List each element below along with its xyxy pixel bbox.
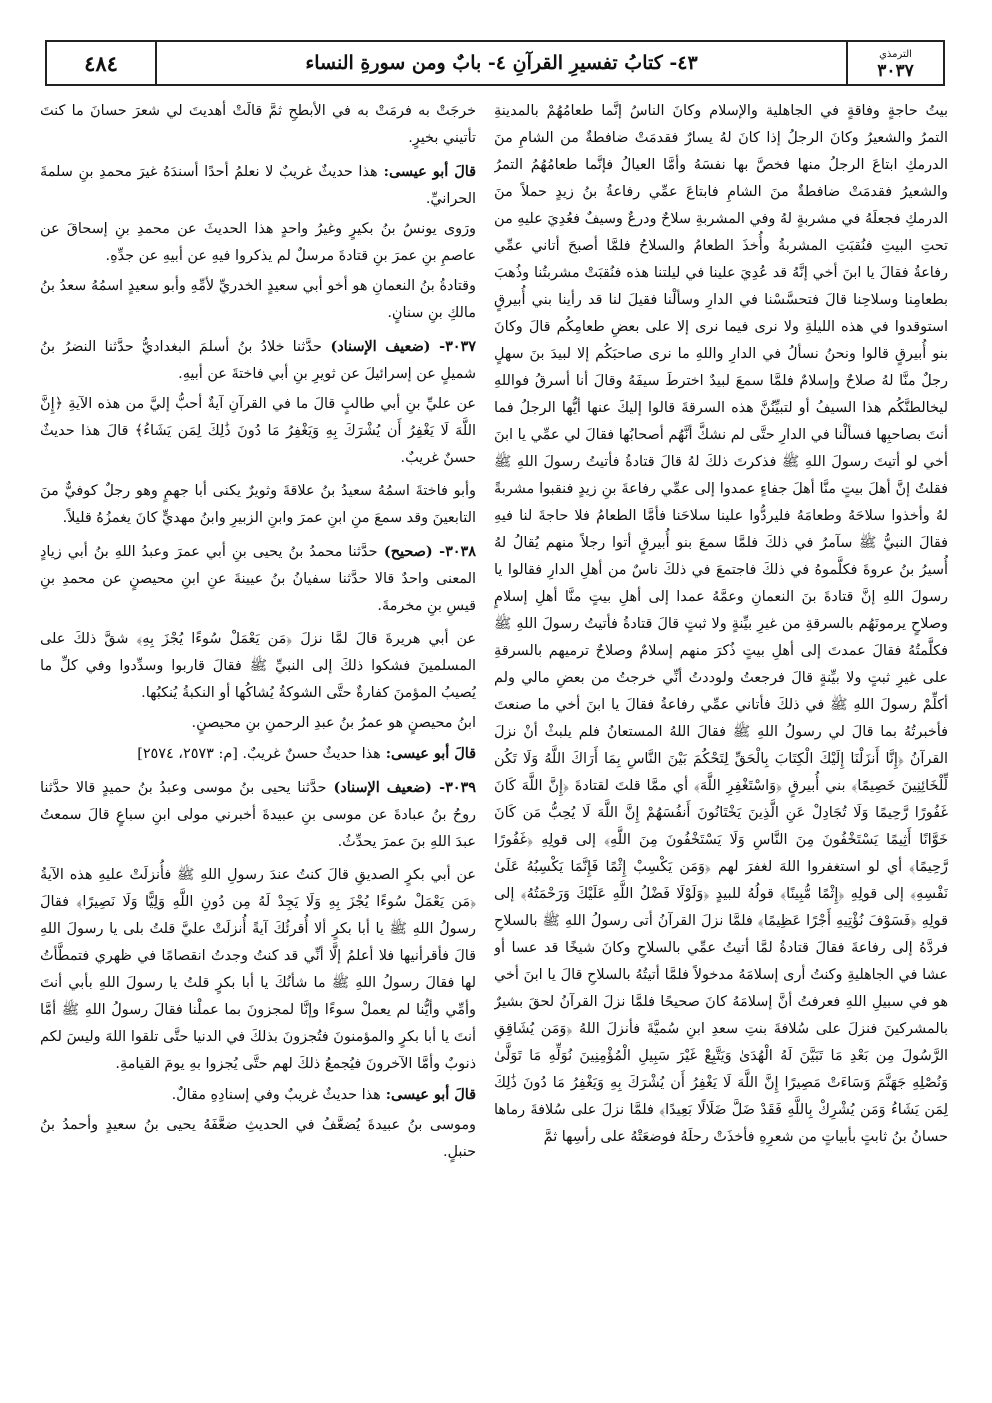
left-paragraph: ورَوى يونسُ بنُ بكيرٍ وغيرُ واحدٍ هذا الحديثَ عن محمدِ بنِ إسحاقَ عن عاصمِ بنِ عمرَ بنِ قتادةَ مرسلٌ لم يذكروا فيهِ عن أبيهِ عن جدِّهِ. — [40, 221, 476, 264]
abu-isa-label: قالَ أبو عيسى: — [380, 1086, 476, 1103]
left-paragraph: قالَ أبو عيسى: هذا حديثٌ غريبٌ وفي إسنادِهِ مقالٌ. — [171, 1086, 476, 1103]
hadith-number-label: ٣٠٣٧- (ضعيف الإسناد) — [321, 338, 476, 355]
left-text-column — [40, 98, 476, 1388]
hadith-number-label: ٣٠٣٨- (صحيح) — [377, 543, 476, 560]
left-paragraph: خرجَتْ به فرمَتْ به في الأبطحِ ثمَّ قالَتْ أهديتَ لي شعرَ حسانَ ما كنتَ تأتيني بخيرٍ. — [40, 103, 476, 146]
left-paragraph: عن أبي بكرٍ الصديقِ قالَ كنتُ عندَ رسولِ اللهِ ﷺ فأُنزلَتْ عليهِ هذه الآيةُ ﴿مَن يَعْمَلْ سُوءًا يُجْزَ بِهِ وَلَا يَجِدْ لَهُ مِن دُونِ اللَّهِ وَلِيًّا وَلَا نَصِيرًا﴾ فقالَ رسولُ اللهِ ﷺ يا أبا بكرٍ ألا أُقرئُكَ آيةً أُنزلَتْ عليَّ قلتُ بلى يا رسولَ اللهِ قالَ فأقرأنيها فلا أعلمُ إلَّا أنِّي قد كنتُ وجدتُ انقصامًا في ظهري فتمطَّأتُ لها فقالَ رسولُ اللهِ ﷺ ما شأنُكَ يا أبا بكرٍ قلتُ يا رسولَ اللهِ بأبي أنتَ وأمِّي وأيُّنا لم يعملْ سوءًا وإنَّا لمجزونَ بما عملْنا فقالَ رسولُ اللهِ ﷺ أمَّا أنتَ يا أبا بكرٍ والمؤمنونَ فتُجزونَ بذلكَ في الدنيا حتَّى تلقوا اللهَ وليسَ لكم ذنوبٌ وأمَّا الآخرونَ فيُجمعُ ذلكَ لهم حتَّى يُجزوا بهِ يومَ القيامةِ. — [40, 867, 476, 1072]
header-source-label: الترمذي — [879, 49, 912, 60]
left-paragraph: قالَ أبو عيسى: هذا حديثٌ حسنٌ غريبٌ. [م: ٢٥٧٣، ٢٥٧٤] — [137, 745, 476, 762]
left-paragraph: قالَ أبو عيسى: هذا حديثٌ غريبٌ لا نعلمُ أحدًا أسندَهُ غيرَ محمدِ بنِ سلمةَ الحرانيِّ. — [40, 163, 476, 207]
left-paragraph: وموسى بنُ عبيدةَ يُضعَّفُ في الحديثِ ضعَّفَهُ يحيى بنُ سعيدٍ وأحمدُ بنُ حنبلٍ. — [40, 1117, 476, 1160]
page-header — [45, 40, 945, 86]
left-paragraph: عن عليِّ بنِ أبي طالبٍ قالَ ما في القرآنِ آيةٌ أحبُّ إليَّ من هذه الآيةِ ﴿إِنَّ اللَّهَ لَا يَغْفِرُ أَن يُشْرَكَ بِهِ وَيَغْفِرُ مَا دُونَ ذَٰلِكَ لِمَن يَشَاءُ﴾ قالَ هذا حديثٌ حسنٌ غريبٌ. — [40, 396, 476, 466]
abu-isa-label: قالَ أبو عيسى: — [377, 163, 476, 180]
left-paragraph: ٣٠٣٩- (ضعيف الإسناد) حدَّثنا يحيى بنُ موسى وعبدُ بنُ حميدٍ قالا حدَّثنا روحُ بنُ عبادةَ عن موسى بنِ عبيدةَ أخبرني مولى ابنِ سباعٍ قالَ سمعتُ عبدَ اللهِ بنَ عمرَ يحدِّثُ. — [40, 779, 476, 850]
header-reference-box — [846, 42, 943, 84]
left-paragraph: عن أبي هريرةَ قالَ لمَّا نزلَ ﴿مَن يَعْمَلْ سُوءًا يُجْزَ بِهِ﴾ شقَّ ذلكَ على المسلمينَ فشكوا ذلكَ إلى النبيِّ ﷺ فقالَ قاربوا وسدِّدوا وفي كلِّ ما يُصيبُ المؤمنَ كفارةٌ حتَّى الشوكةُ يُشاكُها أو النكبةُ يُنكبُها. — [40, 631, 476, 701]
left-paragraph: ٣٠٣٧- (ضعيف الإسناد) حدَّثنا خلادُ بنُ أسلمَ البغداديُّ حدَّثنا النضرُ بنُ شميلٍ عن إسرائيلَ عن ثويرِ بنِ أبي فاختةَ عن أبيهِ. — [40, 338, 476, 382]
hadith-number-label: ٣٠٣٩- (ضعيف الإسناد) — [326, 779, 476, 796]
left-paragraph: ٣٠٣٨- (صحيح) حدَّثنا محمدُ بنُ يحيى بنِ أبي عمرَ وعبدُ اللهِ بنُ أبي زيادٍ المعنى واحدٌ قالا حدَّثنا سفيانُ بنُ عيينةَ عنِ ابنِ محيصنٍ عن محمدِ بنِ قيسِ بنِ مخرمةَ. — [40, 543, 476, 614]
left-paragraph: ابنُ محيصنٍ هو عمرُ بنُ عبدِ الرحمنِ بنِ محيصنٍ. — [191, 715, 476, 731]
left-paragraph: وأبو فاختةَ اسمُهُ سعيدُ بنُ علاقةَ وثويرٌ يكنى أبا جهمٍ وهو رجلٌ كوفيٌّ منَ التابعينَ وقد سمعَ منِ ابنِ عمرَ وابنِ الزبيرِ وابنُ مهديٍّ كانَ يغمزُهُ قليلاً. — [40, 483, 476, 526]
abu-isa-label: قالَ أبو عيسى: — [380, 745, 476, 762]
page-number: ٤٨٤ — [47, 42, 157, 84]
right-text-column — [494, 98, 948, 1388]
header-title: ٤٣- كتابُ تفسيرِ القرآنِ ٤- بابٌ ومن سورةِ النساء — [305, 52, 698, 74]
left-paragraph: وقتادةُ بنُ النعمانِ هو أخو أبي سعيدٍ الخدريِّ لأمِّهِ وأبو سعيدٍ اسمُهُ سعدُ بنُ مالكِ بنِ سنانٍ. — [40, 278, 476, 321]
header-hadith-number: ٣٠٣٧ — [877, 61, 914, 81]
right-column-paragraph: بيتُ حاجةٍ وفاقةٍ في الجاهلية والإسلام وكانَ الناسُ إنَّما طعامُهُمْ بالمدينةِ التمرُ والشعيرُ وكانَ الرجلُ إذا كانَ لهُ يسارٌ فقدمَتْ ضافطةٌ من الشامِ منَ الدرمكِ ابتاعَ الرجلُ منها فخصَّ بها نفسَهُ وأمَّا العيالُ فإنَّما طعامُهُمُ التمرُ والشعيرُ فقدمَتْ ضافطةٌ منَ الشامِ فابتاعَ عمِّي رفاعةُ بنُ زيدٍ حملاً منَ الدرمكِ فجعلَهُ في مشربةٍ لهُ وفي المشربةِ سلاحٌ ودرعٌ وسيفٌ فعُدِيَ عليهِ من تحتِ البيتِ فنُقبَتِ المشربةُ وأُخذَ الطعامُ والسلاحُ فلمَّا أصبحَ أتاني عمِّي رفاعةُ فقالَ يا ابنَ أخي إنَّهُ قد عُدِيَ علينا في ليلتنا هذه فنُقبَتْ مشربتُنا وذُهبَ بطعامِنا وسلاحِنا قالَ فتحسَّسْنا في الدارِ وسألْنا فقيلَ لنا قد رأينا بني أُبيرقٍ استوقدوا في هذه الليلةِ ولا نرى فيما نرى إلا على بعضِ طعامِكُم قالَ وكانَ بنو أُبيرقٍ قالوا ونحنُ نسألُ في الدارِ واللهِ ما نرى صاحبَكُم إلا لبيدَ بنَ سهلٍ رجلٌ منَّا لهُ صلاحٌ وإسلامٌ فلمَّا سمعَ لبيدٌ اخترطَ سيفَهُ وقالَ أنا أسرقُ فواللهِ ليخالطنَّكُم هذا السيفُ أو لتبيِّنُنَّ هذه السرقةَ قالوا إليكَ عنها أيُّها الرجلُ فما أنتَ بصاحبِها فسألْنا في الدارِ حتَّى لم نشكَّ أنَّهُم أصحابُها فقالَ لي عمِّي يا ابنَ أخي لو أتيتَ رسولَ اللهِ ﷺ فذكرتَ ذلكَ لهُ قالَ قتادةُ فأتيتُ رسولَ اللهِ ﷺ فقلتُ إنَّ أهلَ بيتٍ منَّا أهلَ جفاءٍ عمدوا إلى عمِّي رفاعةَ بنِ زيدٍ فنقبوا مشربةً لهُ وأخذوا سلاحَهُ وطعامَهُ فليردُّوا علينا سلاحَنا فأمَّا الطعامُ فلا حاجةَ لنا فيهِ فقالَ النبيُّ ﷺ سآمرُ في ذلكَ فلمَّا سمعَ بنو أُبيرقٍ أتوا رجلاً منهم يُقالُ لهُ أُسيرُ بنُ عروةَ فكلَّموهُ في ذلكَ فاجتمعَ في ذلكَ ناسٌ من أهلِ الدارِ فقالوا يا رسولَ اللهِ إنَّ قتادةَ بنَ النعمانِ وعمَّهُ عمدا إلى أهلِ بيتٍ منَّا أهلِ إسلامٍ وصلاحٍ يرمونَهُم بالسرقةِ من غيرِ بيِّنةٍ ولا ثبتٍ قالَ قتادةُ فأتيتُ رسولَ اللهِ ﷺ فكلَّمتُهُ فقالَ عمدتَ إلى أهلِ بيتٍ ذُكرَ منهم إسلامٌ وصلاحٌ ترميهم بالسرقةِ على غيرِ ثبتٍ ولا بيِّنةٍ قالَ فرجعتُ ولوددتُ أنِّي خرجتُ من بعضِ مالي ولم أكلِّمْ رسولَ اللهِ ﷺ في ذلكَ فأتاني عمِّي رفاعةُ فقالَ يا ابنَ أخي ما صنعتَ فأخبرتُهُ بما قالَ لي رسولُ اللهِ ﷺ فقالَ اللهُ المستعانُ فلم يلبثْ أنْ نزلَ القرآنُ ﴿إِنَّا أَنزَلْنَا إِلَيْكَ الْكِتَابَ بِالْحَقِّ لِتَحْكُمَ بَيْنَ النَّاسِ بِمَا أَرَاكَ اللَّهُ وَلَا تَكُن لِّلْخَائِنِينَ خَصِيمًا﴾ بني أُبيرقٍ ﴿وَاسْتَغْفِرِ اللَّهَ﴾ أي ممَّا قلتَ لقتادةَ ﴿إِنَّ اللَّهَ كَانَ غَفُورًا رَّحِيمًا وَلَا تُجَادِلْ عَنِ الَّذِينَ يَخْتَانُونَ أَنفُسَهُمْ إِنَّ اللَّهَ لَا يُحِبُّ مَن كَانَ خَوَّانًا أَثِيمًا يَسْتَخْفُونَ مِنَ النَّاسِ وَلَا يَسْتَخْفُونَ مِنَ اللَّهِ﴾ إلى قولِهِ ﴿غَفُورًا رَّحِيمًا﴾ أي لو استغفروا اللهَ لغفرَ لهم ﴿وَمَن يَكْسِبْ إِثْمًا فَإِنَّمَا يَكْسِبُهُ عَلَىٰ نَفْسِهِ﴾ إلى قولِهِ ﴿إِثْمًا مُّبِينًا﴾ قولُهُ للبيدٍ ﴿وَلَوْلَا فَضْلُ اللَّهِ عَلَيْكَ وَرَحْمَتُهُ﴾ إلى قولِهِ ﴿فَسَوْفَ نُؤْتِيهِ أَجْرًا عَظِيمًا﴾ فلمَّا نزلَ القرآنُ أتى رسولُ اللهِ ﷺ بالسلاحِ فردَّهُ إلى رفاعةَ فقالَ قتادةُ لمَّا أتيتُ عمِّي بالسلاحِ وكانَ شيخًا قد عسا أو عشا في الجاهليةِ وكنتُ أرى إسلامَهُ مدخولاً فلمَّا أتيتُهُ بالسلاحِ قالَ يا ابنَ أخي هو في سبيلِ اللهِ فعرفتُ أنَّ إسلامَهُ كانَ صحيحًا فلمَّا نزلَ القرآنُ لحقَ بشيرٌ بالمشركينَ فنزلَ على سُلافةَ بنتِ سعدِ ابنِ سُميَّةَ فأنزلَ اللهُ ﴿وَمَن يُشَاقِقِ الرَّسُولَ مِن بَعْدِ مَا تَبَيَّنَ لَهُ الْهُدَىٰ وَيَتَّبِعْ غَيْرَ سَبِيلِ الْمُؤْمِنِينَ نُوَلِّهِ مَا تَوَلَّىٰ وَنُصْلِهِ جَهَنَّمَ وَسَاءَتْ مَصِيرًا إِنَّ اللَّهَ لَا يَغْفِرُ أَن يُشْرَكَ بِهِ وَيَغْفِرُ مَا دُونَ ذَٰلِكَ لِمَن يَشَاءُ وَمَن يُشْرِكْ بِاللَّهِ فَقَدْ ضَلَّ ضَلَالًا بَعِيدًا﴾ فلمَّا نزلَ على سُلافةَ رماها حسانُ بنُ ثابتٍ بأبياتٍ من شعرِهِ فأخذَتْ رحلَهُ فوضعَتْهُ على رأسِها ثمَّ — [494, 103, 948, 1145]
